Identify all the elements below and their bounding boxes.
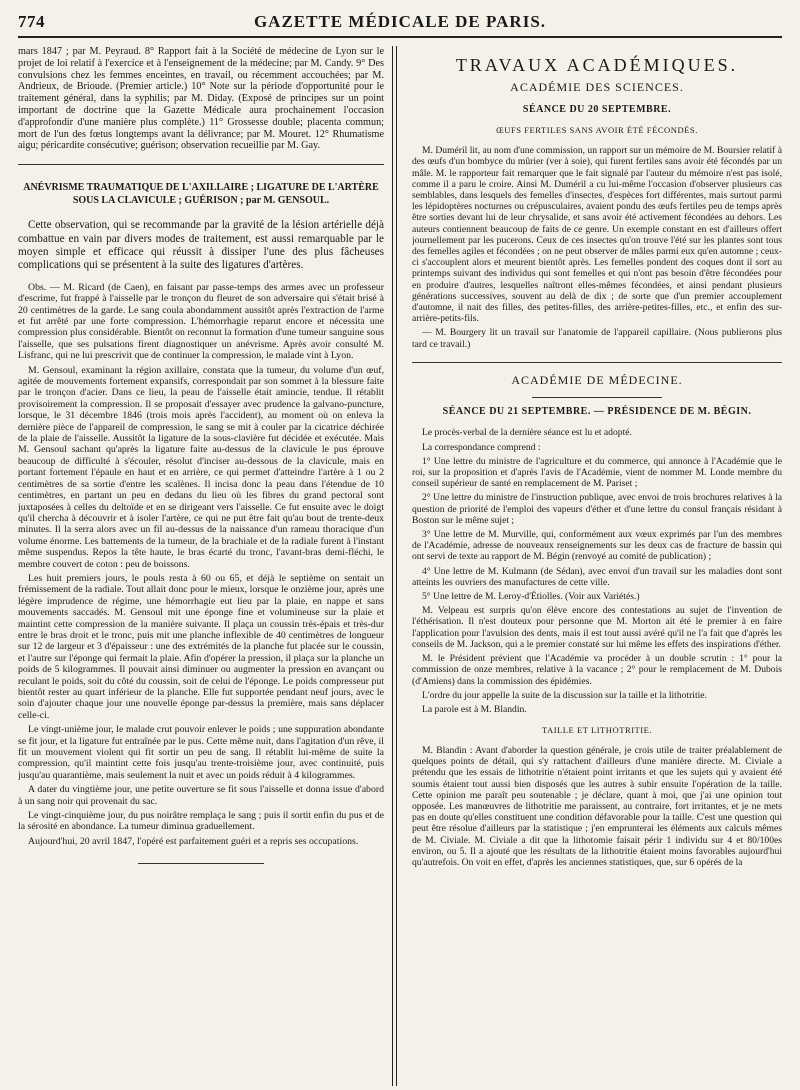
report-paragraph: M. Duméril lit, au nom d'une commission, un rapport sur un mémoire de M. Boursier relatif à des œufs d'un bombyce du mûrier (ver à soie), qui furent fertiles sans avoir été fécondés par un mâle. M. le rapporteur fait remarquer que le fait signalé par l'auteur du mémoire n'est pas isolé, comme il a paru le croire. Ainsi M. Duméril a cu lui-même l'occasion d'observer plusieurs cas semblables, dans lesquels des femelles d'insectes, d'espèces fort différentes, mais surtout parmi les lépidoptères nocturnes ou crépusculaires, avaient pondu des œufs fertiles peu de temps après être sorties devant lui de leur chrysalide, et sans avoir été activement fécondées au dehors. Les auteurs contiennent beaucoup de faits de ce genre. Un exemple constant en est d'ailleurs offert journellement par les pucerons. Ceux de ces insectes qu'on trouve l'été sur les plantes sont tous des femelles agiles et fécondées ; on ne peut observer de mâles parmi eux qu'en automne ; ceux-ci s'accouplent alors et meurent bientôt après. Les femelles pondent des coques dont il sort au printemps suivant des individus qui sont femelles et qui n'ont pas besoin d'être fécondées pour en produire d'autres, lesquelles naîtront elles-mêmes fécondées, et ainsi pendant plusieurs générations successives, souvent au delà de dix ; de sorte que d'un premier accouplement d'automne, il nait des filles, des petites-filles, des arrière-petites-filles, etc., et enfin des sur-arrière-petits-fils. xyxy=(412,145,782,325)
subheading: ŒUFS FERTILES SANS AVOIR ÉTÉ FÉCONDÉS. xyxy=(496,125,698,136)
article-title: ANÉVRISME TRAUMATIQUE DE L'AXILLAIRE ; LIGATURE DE L'ARTÈRE SOUS LA CLAVICULE ; GUÉRISON ; par M. GENSOUL. xyxy=(23,182,379,207)
obs-paragraph: Le vingt-cinquième jour, du pus noirâtre remplaça le sang ; puis il sortit enfin du pus et de la sérosité en abondance. La tumeur diminua graduellement. xyxy=(18,810,384,833)
seance-heading: SÉANCE DU 21 SEPTEMBRE. — PRÉSIDENCE DE M. BÉGIN. xyxy=(442,405,752,417)
right-column xyxy=(412,46,782,1086)
obs-paragraph: Obs. — M. Ricard (de Caen), en faisant par passe-temps des armes avec un professeur d'escrime, fut frappé à l'aisselle par le tronçon du fleuret de son adversaire qui s'était brisé à 20 centimètres de la garde. Le sang coula abondamment aussitôt après l'extraction de l'arme et fut arrêté par une forte compression. L'hémorrhagie reparut encore et nécessita une compression plus considérable. Bientôt on reconnut la formation d'une tumeur sanguine sous l'aisselle, que ses pulsations firent diagnostiquer un anévrisme. Après avoir consulté M. Lisfranc, qui ne lui prescrivit que de continuer la compression, le malade vint à Lyon. xyxy=(18,281,384,362)
page-number: 774 xyxy=(18,12,45,31)
minutes-paragraph: La parole est à M. Blandin. xyxy=(422,703,527,715)
obs-paragraph: Aujourd'hui, 20 avril 1847, l'opéré est parfaitement guéri et a repris ses occupations. xyxy=(28,835,359,847)
minutes-paragraph: M. le Président prévient que l'Académie va procéder à un double scrutin : 1° pour la commission de onze membres, relative à la vacance ; 2° pour le remplacement de M. Dubois (d'Amiens) dans la commission des épidémies. xyxy=(412,653,782,687)
journal-title: GAZETTE MÉDICALE DE PARIS. xyxy=(253,12,547,31)
article-lead: Cette observation, qui se recommande par la gravité de la lésion artérielle déjà combattue en vain par divers modes de traitement, est aussi remarquable par le moyen simple et efficace qui réussit à dissiper l'une des plus fâcheuses complications qui se présentent à la suite des ligatures d'artères. xyxy=(18,219,384,272)
divider xyxy=(18,164,384,165)
minutes-paragraph: Le procès-verbal de la dernière séance est lu et adopté. xyxy=(422,427,632,439)
academy-sciences-title: ACADÉMIE DES SCIENCES. xyxy=(510,79,684,94)
obs-paragraph: A dater du vingtième jour, une petite ouverture se fit sous l'aisselle et donna issue d'abord à un sang noir qui provenait du sac. xyxy=(18,784,384,807)
seance-heading: SÉANCE DU 20 SEPTEMBRE. xyxy=(522,103,672,115)
discussion-paragraph: M. Blandin : Avant d'aborder la question générale, je crois utile de traiter préalablement de quelques points de détail, qui s'y rattachent d'ailleurs d'une manière directe. M. Civiale a prétendu que les essais de lithotritie n'étaient point irritants et que les sujets qui y avaient été soumis étaient tout aussi bien disposés que les autres à subir ensuite l'opération de la taille. Cette opinion me paraît peu soutenable ; je déclare, quant à moi, que j'ai une opinion tout opposée. Les manœuvres de lithotritie me paraissent, au contraire, fort irritantes, et je ne mets pas en doute qu'elles constituent une condition défavorable pour la taille. C'est une question qui peut être résolue d'ailleurs par la statistique ; j'en emprunterai les éléments aux calculs mêmes de M. Civiale. M. Civiale a dit que la lithotomie faisait périr 1 individu sur 4 et 80/100es environ, ou 5. Il a ajouté que les résultats de la lithotritie étaient moins favorables aujourd'hui qu'autrefois. On voit en effet, d'après les anciennes statistiques, que, sur 6 opérés de la xyxy=(412,744,782,868)
minutes-paragraph: L'ordre du jour appelle la suite de la discussion sur la taille et la lithotritie. xyxy=(422,689,707,701)
minutes-paragraph: 3° Une lettre de M. Murville, qui, conformément aux vœux exprimés par l'un des membres de l'Académie, adresse de nouveaux renseignements sur les deux cas de fracture de bassin qui ont servi de texte au rapport de M. Bégin (renvoyé au comité de publication) ; xyxy=(412,529,782,563)
subsection-title: TAILLE ET LITHOTRITIE. xyxy=(541,725,653,736)
obs-paragraph: Les huit premiers jours, le pouls resta à 60 ou 65, et déjà le septième on sentait un frémissement de la radiale. Tout allait donc pour le mieux, lorsque le onzième jour, après une légère imprudence de régime, une hémorrhagie eut lieu par la plaie, en nappe et sans mouvements saccadés. M. Gensoul mit une éponge fine et volumineuse sur la plaie et maintint cette compression de la manière suivante. Il plaça un coussin très-épais et très-dur entre le bras droit et le tronc, puis mit une planche inflexible de 40 centimètres de longueur sur 12 de largeur et 3 d'épaisseur : une des extrémités de la planche fut placée sur le coussin, et l'autre sur l'éponge qui fermait la plaie. Afin d'opérer la pression, il plaça sur la planche un poids de 5 kilogrammes. Il pouvait ainsi diminuer ou augmenter la pression en avançant ou reculant le poids, soit du côté du coussin, soit de celui de l'éponge. Le poids compresseur put bientôt rester au quart inférieur de la planche. Elle fut supportée pendant neuf jours, avec le soin d'ajouter chaque jour une nouvelle éponge par-dessus la première, mais sans déplacer celle-ci. xyxy=(18,572,384,721)
minutes-paragraph: La correspondance comprend : xyxy=(422,441,541,453)
minutes-paragraph: 2° Une lettre du ministre de l'instruction publique, avec envoi de trois brochures relatives à la question de priorité de l'emploi des vapeurs d'éther et d'une lettre du consul français résidant à Boston sur le même sujet ; xyxy=(412,492,782,526)
minutes-paragraph: M. Velpeau est surpris qu'on élève encore des contestations au sujet de l'invention de l'éthérisation. Il n'est douteux pour personne que M. Morton ait été le premier à en faire l'application pour l'avulsion des dents, mais il est tout aussi avéré qu'il ne l'a fait que d'après les conseils de M. Jackson, qui a le premier constaté sur lui même les effets des inspirations d'éther. xyxy=(412,605,782,650)
section-title: TRAVAUX ACADÉMIQUES. xyxy=(455,55,739,75)
end-rule xyxy=(138,863,264,864)
contents-list: mars 1847 ; par M. Peyraud. 8° Rapport fait à la Société de médecine de Lyon sur le projet de loi relatif à l'exercice et à l'enseignement de la médecine; par M. Candy. 9° Des convulsions chez les femmes enceintes, en travail, ou récemment accouchées; par M. Andrieux, de Brioude. (Premier article.) 10° Note sur la période d'opportunité pour le traitement général, dans la syphilis; par M. Diday. (Exposé de principes sur un point important de doctrine que la Gazette Médicale aura prochainement l'occasion d'approfondir d'une manière plus complète.) 11° Grossesse double; placenta commun; mort de l'un des fœtus longtemps avant la délivrance; par M. Mouret. 12° Rhumatisme aigu; péricardite consécutive; guérison; observation recueillie par M. Gay. xyxy=(18,46,384,152)
obs-paragraph: Le vingt-unième jour, le malade crut pouvoir enlever le poids ; une suppuration abondante se fit jour, et la ligature fut entraînée par le pus. Cette même nuit, dans l'agitation d'un rêve, il fit un mouvement violent qui fit sortir un peu de sang. Il rétablit lui-même de suite la compression, qu'il maintint cette fois jusqu'au trente-troisième jour, avec continuité, puis jusqu'au quarantième, mais seulement la nuit et avec un poids réduit à 4 kilogrammes. xyxy=(18,724,384,781)
minutes-paragraph: 5° Une lettre de M. Leroy-d'Étiolles. (Voir aux Variétés.) xyxy=(422,591,640,603)
minutes-paragraph: 1° Une lettre du ministre de l'agriculture et du commerce, qui annonce à l'Académie que le roi, sur la proposition et d'après l'avis de l'Académie, vient de nommer M. Londe membre du conseil supérieur de santé en remplacement de M. Pariset ; xyxy=(412,455,782,490)
short-divider xyxy=(532,397,662,398)
column-separator xyxy=(392,46,397,1086)
obs-paragraph: M. Gensoul, examinant la région axillaire, constata que la tumeur, du volume d'un œuf, agitée de mouvements fortement expansifs, correspondait par son sommet à la blessure faite par le tronçon d'acier. Dans ce lieu, la peau de l'aisselle était amincie, tendue. Il rétablit provisoirement la compression. Il se proposait d'essayer avec prudence la galvano-puncture, lorsque, le 31 décembre 1846 (trois mois après l'accident), au moment où on enleva la dernière pièce de l'appareil de compression, le sang se mit à couler par la cicatrice déchirée de la plaie de l'aisselle. Aussitôt la ligature de la sous-clavière fut décidée et exécutée. Mais M. Gensoul sachant qu'après la ligature faite au-dessus de la clavicule le pus éprouve beaucoup de difficulté à s'écouler, résolut d'inciser au-dessous de la clavicule, mais en portant fortement l'épaule en haut et en arrière, ce qui permet d'atteindre l'artère à 1 ou 2 centimètres de sa sortie d'entre les scalènes. Il incisa donc la peau dans l'étendue de 10 centimètres, en partant un peu en dedans du lieu où les fibres du grand pectoral sont juxtaposées à celles du deltoïde et en se dirigeant vers l'aisselle. Ce fut ensuite avec le doigt qu'il chercha à découvrir et à isoler l'artère, ce qui ne put être fait qu'au bout de trente-deux minutes. Il la serra alors avec un fil au-dessus de la naissance d'un rameau thoracique d'un volume énorme. Les battements de la tumeur, de la brachiale et de la radiale furent à l'instant même suspendus. Repos la tête haute, le bras écarté du tronc, l'avant-bras demi-fléchi, le membre couvert de coton : peu de boissons. xyxy=(18,364,384,570)
academy-medecine-title: ACADÉMIE DE MÉDECINE. xyxy=(511,372,683,387)
report-paragraph: — M. Bourgery lit un travail sur l'anatomie de l'appareil capillaire. (Nous publierons plus tard ce travail.) xyxy=(412,327,782,350)
minutes-paragraph: 4° Une lettre de M. Kulmann (de Sédan), avec envoi d'un travail sur les maladies dont sont atteints les ouvriers des manufactures de cette ville. xyxy=(412,565,782,588)
divider xyxy=(412,362,782,363)
page-header xyxy=(18,10,782,38)
left-column xyxy=(18,46,384,1086)
